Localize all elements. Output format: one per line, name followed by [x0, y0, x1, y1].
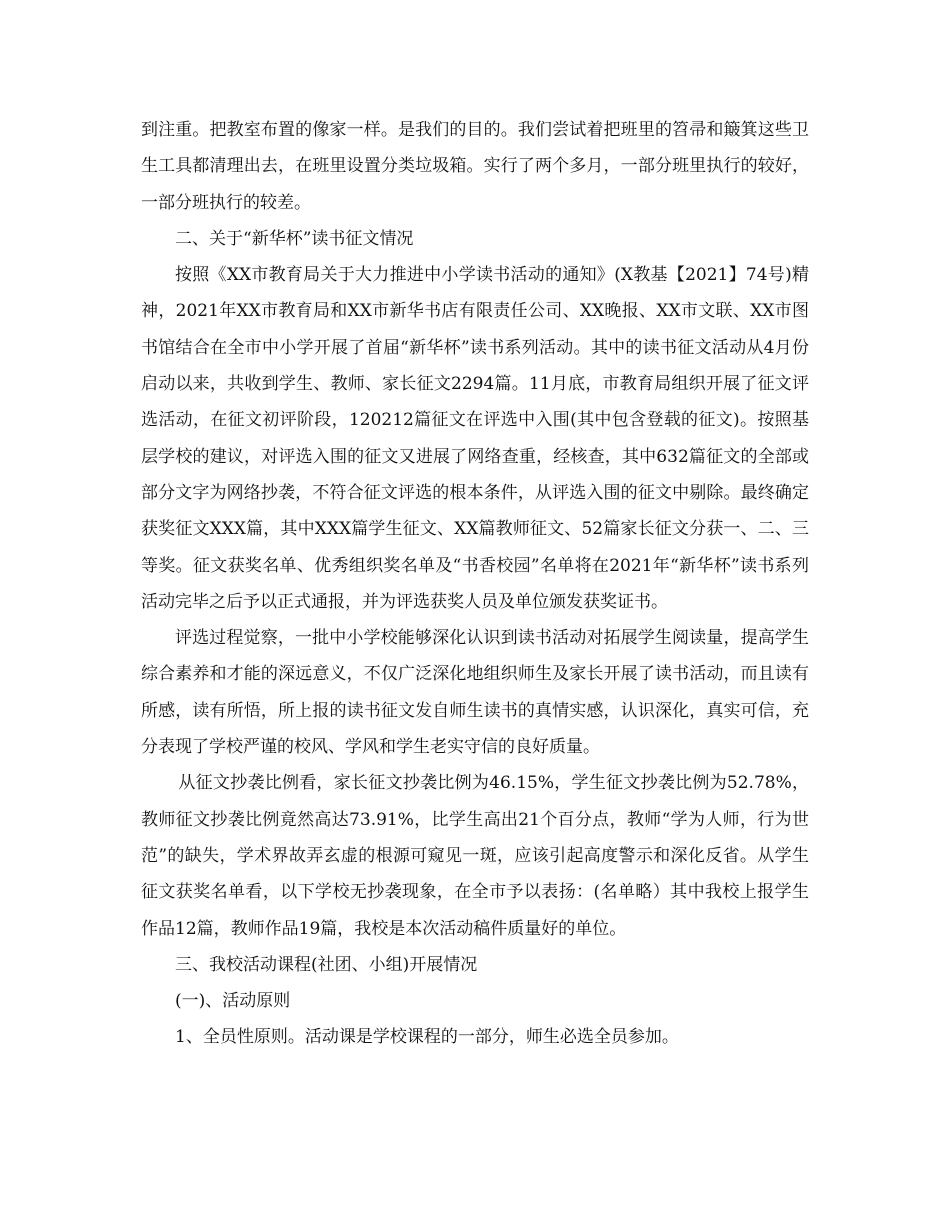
- paragraph-plagiarism-ratio: 从征文抄袭比例看，家长征文抄袭比例为46.15%，学生征文抄袭比例为52.78%，教师征文抄袭比例竟然高达73.91%，比学生高出21个百分点，教师“学为人师，行为世范”的缺失，学术界故弄玄虚的根源可窥见一斑，应该引起高度警示和深化反省。从学生征文获奖名单看，以下学校无抄袭现象，在全市予以表扬：(名单略）其中我校上报学生作品12篇，教师作品19篇，我校是本次活动稿件质量好的单位。: [141, 773, 809, 939]
- paragraph-essay-activity: 按照《XX市教育局关于大力推进中小学读书活动的通知》(X教基【2021】74号)精神，2021年XX市教育局和XX市新华书店有限责任公司、XX晚报、XX市文联、XX市图书馆结合在全市中小学开展了首届“新华杯”读书系列活动。其中的读书征文活动从4月份启动以来，共收到学生、教师、家长征文2294篇。11月底，市教育局组织开展了征文评选活动，在征文初评阶段，120212篇征文在评选中入围(其中包含登载的征文)。按照基层学校的建议，对评选入围的征文又进展了网络查重，经核查，其中632篇征文的全部或部分文字为网络抄袭，不符合征文评选的根本条件，从评选入围的征文中剔除。最终确定获奖征文XXX篇，其中XXX篇学生征文、XX篇教师征文、52篇家长征文分获一、二、三等奖。征文获奖名单、优秀组织奖名单及“书香校园”名单将在2021年“新华杯”读书系列活动完毕之后予以正式通报，并为评选获奖人员及单位颁发获奖证书。: [141, 265, 809, 612]
- section-heading-reading-essay: 二、关于“新华杯”读书征文情况: [175, 228, 414, 249]
- document-body: [141, 112, 809, 1056]
- paragraph-evaluation-findings: 评选过程觉察，一批中小学校能够深化认识到读书活动对拓展学生阅读量，提高学生综合素养和才能的深远意义，不仅广泛深化地组织师生及家长开展了读书活动，而且读有所感，读有所悟，所上报的读书征文发自师生读书的真情实感，认识深化，真实可信，充分表现了学校严谨的校风、学风和学生老实守信的良好质量。: [141, 628, 809, 758]
- section-heading-activity-courses: 三、我校活动课程(社团、小组)开展情况: [175, 954, 478, 975]
- subheading-activity-principles: (一)、活动原则: [175, 991, 291, 1012]
- principle-item-1: 1、全员性原则。活动课是学校课程的一部分，师生必选全员参加。: [175, 1027, 679, 1048]
- paragraph-continuation: 到注重。把教室布置的像家一样。是我们的目的。我们尝试着把班里的笤帚和簸箕这些卫生工具都清理出去，在班里设置分类垃圾箱。实行了两个多月，一部分班里执行的较好，一部分班执行的较差。: [141, 120, 809, 213]
